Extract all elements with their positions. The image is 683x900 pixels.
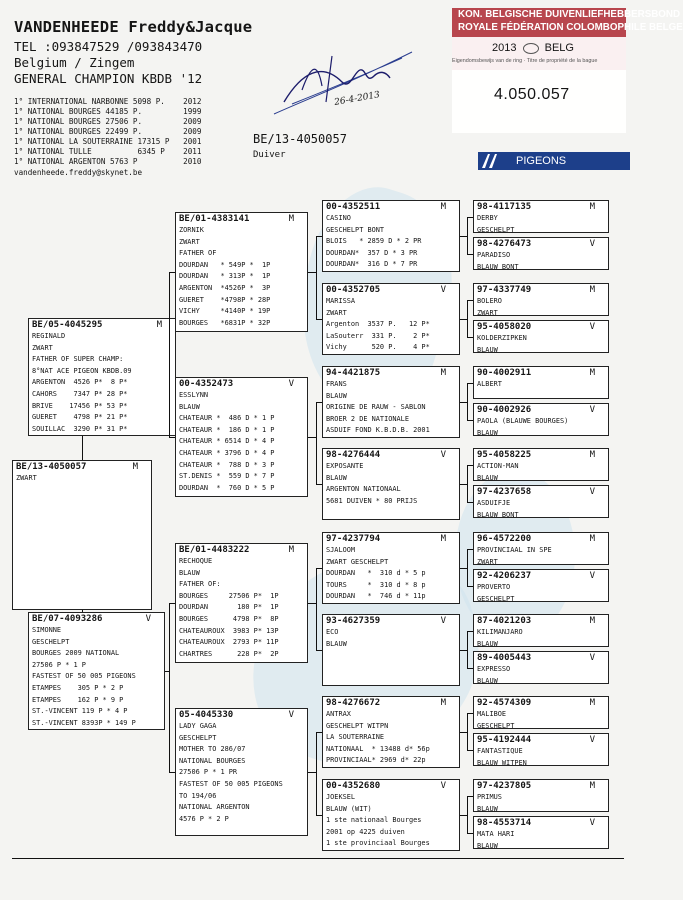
connector-line: [460, 650, 467, 651]
sex-marker: M: [440, 698, 446, 708]
pedigree-box-g14: [473, 733, 609, 766]
sex-marker: V: [589, 735, 595, 745]
connector-line: [467, 750, 473, 751]
pedigree-line: FRANS: [326, 380, 347, 388]
sex-marker: V: [288, 710, 294, 720]
connector-line: [169, 772, 175, 773]
result-line: 1° NATIONAL BOURGES 27506 P. 2009: [14, 117, 202, 126]
ring-number: 94-4421875: [326, 368, 381, 378]
ring-number: 98-4276444: [326, 450, 381, 460]
pedigree-line: LaSouterr 331 P. 2 P*: [326, 331, 430, 340]
pedigree-line: ETAMPES 305 P * 2 P: [32, 683, 124, 692]
pedigree-line: ANTRAX: [326, 710, 351, 718]
connector-line: [467, 465, 468, 502]
connector-line: [460, 815, 467, 816]
pedigree-line: ASDUIF FOND K.B.D.B. 2001: [326, 426, 430, 435]
sex-marker: M: [589, 781, 595, 791]
connector-line: [460, 732, 467, 733]
sex-marker: M: [589, 616, 595, 626]
pedigree-line: DOURDAN * 760 D * 5 P: [179, 483, 275, 492]
pedigree-line: ZWART: [179, 237, 200, 246]
pedigree-box-sdd: [322, 448, 460, 520]
champion-title: GENERAL CHAMPION KBDB '12: [14, 71, 203, 86]
ring-number: 98-4117135: [477, 202, 532, 212]
pedigree-line: CHATEAUR * 3796 D * 4 P: [179, 448, 275, 457]
pedigree-box-dss: [322, 532, 460, 604]
federation-name-fr: ROYALE FÉDÉRATION COLOMBOPHILE BELGE: [458, 22, 683, 33]
connector-line: [460, 568, 467, 569]
pedigree-line: 1 ste nationaal Bourges: [326, 816, 422, 825]
pedigree-line: BLAUW: [477, 473, 498, 482]
pedigree-line: VICHY *4140P * 19P: [179, 307, 271, 316]
pedigree-box-dd: [175, 708, 308, 836]
pedigree-line: ARGENTON NATIONAAL: [326, 485, 401, 494]
pedigree-line: 27506 P * 1 PR: [179, 768, 238, 777]
pedigree-line: FATHER OF:: [179, 580, 221, 589]
federation-name-nl: KON. BELGISCHE DUIVENLIEFHEBBERSBOND: [458, 9, 681, 20]
pedigree-line: SOUILLAC 3290 P* 31 P*: [32, 424, 128, 433]
pedigree-line: BLAUW BONT: [477, 510, 519, 519]
ring-number: 95-4058225: [477, 450, 532, 460]
pedigree-box-g2: [473, 237, 609, 270]
sex-marker: V: [589, 818, 595, 828]
pedigree-line: CHATEAUR * 186 D * 1 P: [179, 425, 275, 434]
pedigree-line: BLAUW: [326, 639, 347, 648]
pedigree-line: GESCHELPT: [179, 733, 217, 742]
pedigree-line: 4576 P * 2 P: [179, 814, 229, 823]
sex-marker: M: [288, 214, 294, 224]
pedigree-box-g7: [473, 448, 609, 481]
pedigree-line: KILIMANJARO: [477, 628, 523, 636]
connector-line: [308, 772, 316, 773]
pedigree-line: ZWART: [477, 308, 498, 317]
pedigree-line: DOURDAN 180 P* 1P: [179, 603, 279, 612]
ring-number: 05-4045330: [179, 710, 234, 720]
pedigree-line: ZORNIK: [179, 226, 204, 234]
connector-line: [316, 402, 317, 484]
connector-line: [467, 383, 473, 384]
pedigree-line: KOLDERZIPKEN: [477, 334, 527, 342]
sex-marker: M: [156, 320, 162, 330]
pedigree-line: SIMONNE: [32, 626, 62, 634]
result-line: 1° NATIONAL BOURGES 22499 P. 2009: [14, 127, 202, 136]
pedigree-line: ARGENTON 4526 P* 8 P*: [32, 378, 128, 387]
pedigree-line: Vichy 520 P. 4 P*: [326, 343, 430, 352]
connector-line: [467, 631, 473, 632]
connector-line: [467, 465, 473, 466]
connector-line: [316, 484, 322, 485]
bird-ring-number: BE/13-4050057: [253, 132, 347, 146]
connector-line: [467, 549, 468, 586]
connector-line: [308, 603, 316, 604]
pedigree-line: ECO: [326, 628, 339, 636]
ring-number: 98-4276473: [477, 239, 532, 249]
pedigree-line: ST.DENIS * 559 D * 7 P: [179, 472, 275, 481]
pedigree-line: BLOIS * 2859 D * 2 PR: [326, 237, 422, 246]
sex-marker: M: [440, 534, 446, 544]
connector-line: [169, 272, 175, 273]
result-line: 1° NATIONAL TULLE 6345 P 2011: [14, 147, 202, 156]
ring-number: 90-4002926: [477, 405, 532, 415]
pedigree-box-dsd: [322, 614, 460, 686]
pedigree-line: GESCHELPT: [477, 721, 515, 730]
pedigree-line: Argenton 3537 P. 12 P*: [326, 320, 430, 329]
pedigree-line: DOURDAN* 357 D * 3 PR: [326, 248, 418, 257]
ring-number: 97-4237805: [477, 781, 532, 791]
pedigree-box-g9: [473, 532, 609, 565]
connector-line: [467, 217, 468, 254]
connector-line: [467, 586, 473, 587]
ring-number: 92-4574309: [477, 698, 532, 708]
pedigree-box-g1: [473, 200, 609, 233]
signature-date: 26-4-2013: [333, 90, 381, 108]
connector-line: [467, 713, 468, 750]
pedigree-line: MATA HARI: [477, 830, 515, 838]
pedigree-box-ssd: [322, 283, 460, 355]
connector-line: [467, 549, 473, 550]
sex-marker: M: [440, 368, 446, 378]
pedigree-box-g16: [473, 816, 609, 849]
ring-note: Eigendomsbewijs van de ring · Titre de propriété de la bague: [452, 58, 598, 64]
pedigree-line: LA SOUTERRAINE: [326, 733, 385, 742]
pedigree-line: TOURS * 310 d * 8 p: [326, 580, 426, 589]
ring-number: BE/13-4050057: [16, 462, 87, 472]
pedigree-box-sd: [175, 377, 308, 497]
sex-marker: M: [589, 450, 595, 460]
pedigree-line: BLAUW: [477, 676, 498, 685]
pedigree-line: CAHORS 7347 P* 28 P*: [32, 389, 128, 398]
ring-country: BELG: [544, 42, 574, 54]
pedigree-box-g10: [473, 569, 609, 602]
connector-line: [169, 437, 175, 438]
result-line: 1° NATIONAL BOURGES 44185 P. 1999: [14, 107, 202, 116]
pedigree-line: FASTEST OF 50 005 PIGEONS: [32, 672, 136, 681]
ring-number: 97-4337749: [477, 285, 532, 295]
connector-line: [316, 319, 322, 320]
pedigree-line: ST.-VINCENT 8393P * 149 P: [32, 718, 136, 727]
crown-icon: [523, 43, 539, 54]
connector-line: [467, 420, 473, 421]
pedigree-box-g11: [473, 614, 609, 647]
connector-line: [467, 502, 473, 503]
ring-number: 89-4005443: [477, 653, 532, 663]
pedigree-line: BLAUW: [326, 391, 347, 400]
pedigree-line: ZWART GESCHELPT: [326, 557, 389, 566]
signature-scribble: [262, 42, 422, 122]
ring-number: 4.050.057: [494, 86, 570, 103]
pedigree-line: DOURDAN * 313P * 1P: [179, 272, 271, 281]
pedigree-line: BLAUW: [477, 841, 498, 850]
ring-number: 97-4237658: [477, 487, 532, 497]
pedigree-box-sds: [322, 366, 460, 438]
pedigree-box-g6: [473, 403, 609, 436]
sex-marker: V: [589, 487, 595, 497]
sex-marker: V: [440, 450, 446, 460]
ring-number: 97-4237794: [326, 534, 381, 544]
pedigree-line: FATHER OF: [179, 249, 217, 258]
pedigree-line: RECHOQUE: [179, 557, 213, 565]
pedigree-line: FATHER OF SUPER CHAMP:: [32, 355, 124, 364]
pedigree-line: CHATEAUR * 6514 D * 4 P: [179, 437, 275, 446]
connector-line: [460, 236, 467, 237]
connector-line: [308, 437, 316, 438]
pedigree-line: ASDUIFJE: [477, 499, 511, 507]
pedigree-line: PROVINCIAAL* 2969 d* 22p: [326, 756, 426, 765]
result-line: 1° NATIONAL LA SOUTERRAINE 17315 P 2001: [14, 137, 202, 146]
pedigree-line: BLAUW: [477, 639, 498, 648]
pedigree-line: BLAUW: [477, 428, 498, 437]
pedigree-line: ZWART: [326, 308, 347, 317]
ring-number: 00-4352705: [326, 285, 381, 295]
connector-line: [169, 603, 175, 604]
ring-number: BE/01-4383141: [179, 214, 250, 224]
pedigree-box-g8: [473, 485, 609, 518]
connector-line: [467, 337, 473, 338]
bird-type: Duiver: [253, 150, 286, 160]
pedigree-line: LADY GAGA: [179, 722, 217, 730]
connector-line: [467, 254, 473, 255]
sex-marker: V: [145, 614, 151, 624]
pedigree-box-sire: [28, 318, 176, 436]
sex-marker: V: [288, 379, 294, 389]
pedigree-box-g15: [473, 779, 609, 812]
ring-number: BE/07-4093286: [32, 614, 103, 624]
connector-line: [467, 217, 473, 218]
ring-number: 95-4192444: [477, 735, 532, 745]
ring-number: 90-4002911: [477, 368, 532, 378]
pedigree-line: ALBERT: [477, 380, 502, 388]
location-line: Belgium / Zingem: [14, 55, 135, 70]
sex-marker: M: [589, 534, 595, 544]
sex-marker: M: [132, 462, 138, 472]
pedigree-line: CHATEAUR * 788 D * 3 P: [179, 460, 275, 469]
pedigree-box-dam: [28, 612, 165, 730]
phone-line: TEL :093847529 /093843470: [14, 39, 203, 54]
connector-line: [467, 300, 468, 337]
sex-marker: M: [589, 368, 595, 378]
pedigree-line: GESCHELPT: [477, 225, 515, 234]
pedigree-line: BROER 2 DE NATIONALE: [326, 414, 409, 423]
pedigree-line: BOURGES 27506 P* 1P: [179, 591, 279, 600]
pedigree-line: CHARTRES 228 P* 2P: [179, 649, 279, 658]
pedigree-line: EXPOSANTE: [326, 462, 364, 470]
sex-marker: V: [589, 405, 595, 415]
pedigree-line: TO 194/06: [179, 791, 217, 800]
ring-number: 00-4352473: [179, 379, 234, 389]
pedigree-line: BRIVE 17456 P* 53 P*: [32, 401, 128, 410]
pedigree-line: ETAMPES 162 P * 9 P: [32, 695, 124, 704]
pedigree-line: DOURDAN * 549P * 1P: [179, 260, 271, 269]
sex-marker: M: [440, 202, 446, 212]
connector-line: [316, 732, 317, 815]
pedigree-line: PAOLA (BLAUWE BOURGES): [477, 417, 569, 425]
pedigree-line: PRIMUS: [477, 793, 502, 801]
result-line: 1° INTERNATIONAL NARBONNE 5098 P. 2012: [14, 97, 202, 106]
pedigree-line: GUERET *4798P * 28P: [179, 295, 271, 304]
pedigree-line: BOURGES 2009 NATIONAL: [32, 649, 120, 658]
connector-line: [467, 300, 473, 301]
pedigree-box-ss: [175, 212, 308, 332]
pedigree-box-g3: [473, 283, 609, 316]
ring-number: BE/05-4045295: [32, 320, 103, 330]
ring-number: 98-4553714: [477, 818, 532, 828]
pedigree-line: REGINALD: [32, 332, 66, 340]
pedigree-line: CHATEAUR * 486 D * 1 P: [179, 414, 275, 423]
connector-line: [82, 436, 83, 460]
pigeons-tab: PIGEONS: [478, 152, 630, 170]
connector-line: [308, 272, 316, 273]
pedigree-line: PROVINCIAAL IN SPE: [477, 546, 552, 554]
pedigree-line: ZWART: [16, 474, 37, 482]
connector-line: [316, 236, 322, 237]
pedigree-box-ds: [175, 543, 308, 663]
connector-line: [169, 272, 170, 437]
pedigree-line: ESSLYNN: [179, 391, 209, 399]
pedigree-line: BLAUW BONT: [477, 262, 519, 271]
pedigree-line: ORIGINE DE RAUW - SABLON: [326, 403, 426, 412]
footer-divider: [12, 858, 624, 859]
pedigree-line: SJALOOM: [326, 546, 356, 554]
sex-marker: M: [589, 285, 595, 295]
pigeon-logo-icon: [478, 150, 508, 172]
pedigree-line: BLAUW (WIT): [326, 804, 372, 813]
pedigree-line: DERBY: [477, 214, 498, 222]
pedigree-line: FASTEST OF 50 005 PIGEONS: [179, 779, 283, 788]
pedigree-line: MARISSA: [326, 297, 356, 305]
connector-line: [316, 650, 322, 651]
pedigree-line: DOURDAN * 310 d * 5 p: [326, 569, 426, 578]
sex-marker: M: [589, 698, 595, 708]
pedigree-line: BLAUW: [326, 473, 347, 482]
connector-line: [467, 383, 468, 420]
connector-line: [316, 402, 322, 403]
pedigree-line: DOURDAN* 316 D * 7 PR: [326, 260, 418, 269]
pedigree-line: GESCHELPT: [32, 637, 70, 646]
pedigree-line: 2001 op 4225 duiven: [326, 827, 405, 836]
connector-line: [316, 568, 317, 650]
connector-line: [316, 815, 322, 816]
connector-line: [316, 236, 317, 319]
connector-line: [467, 833, 473, 834]
pedigree-line: ZWART: [32, 343, 53, 352]
pedigree-line: CASINO: [326, 214, 351, 222]
pedigree-line: GESCHELPT: [477, 594, 515, 603]
connector-line: [82, 610, 83, 612]
pedigree-box-g12: [473, 651, 609, 684]
pedigree-line: ARGENTON *4526P * 3P: [179, 283, 271, 292]
pedigree-line: JOEKSEL: [326, 793, 356, 801]
pedigree-line: BOURGES 4798 P* 8P: [179, 614, 279, 623]
connector-line: [467, 668, 473, 669]
pedigree-line: DOURDAN * 746 d * 11p: [326, 592, 426, 601]
connector-line: [169, 603, 170, 772]
sex-marker: V: [589, 571, 595, 581]
pedigree-line: PARADISO: [477, 251, 511, 259]
pedigree-line: GESCHELPT BONT: [326, 225, 385, 234]
pedigree-line: CHATEAUROUX 2793 P* 11P: [179, 638, 279, 647]
connector-line: [316, 568, 322, 569]
pedigree-line: BLAUW: [179, 402, 200, 411]
pedigree-line: 5681 DUIVEN * 80 PRIJS: [326, 496, 418, 505]
breeder-name: VANDENHEEDE Freddy&Jacque: [14, 18, 253, 36]
email-address: vandenheede.freddy@skynet.be: [14, 168, 143, 177]
connector-line: [467, 713, 473, 714]
ring-number: BE/01-4483222: [179, 545, 250, 555]
sex-marker: M: [288, 545, 294, 555]
connector-line: [460, 484, 467, 485]
sex-marker: V: [440, 285, 446, 295]
pedigree-box-dds: [322, 696, 460, 768]
pedigree-line: CHATEAUROUX 3983 P* 13P: [179, 626, 279, 635]
connector-line: [460, 402, 467, 403]
pedigree-line: BLAUW: [477, 804, 498, 813]
ring-number: 93-4627359: [326, 616, 381, 626]
pedigree-box-subject: [12, 460, 152, 610]
connector-line: [316, 732, 322, 733]
sex-marker: V: [589, 239, 595, 249]
sex-marker: V: [589, 653, 595, 663]
ring-year: 2013 BELG: [492, 42, 574, 54]
pedigree-line: FANTASTIQUE: [477, 747, 523, 755]
pedigree-line: ACTION-MAN: [477, 462, 519, 470]
pedigree-line: ST.-VINCENT 119 P * 4 P: [32, 707, 128, 716]
result-line: 1° NATIONAL ARGENTON 5763 P 2010: [14, 157, 202, 166]
pedigree-line: 1 ste provinciaal Bourges: [326, 839, 430, 848]
connector-line: [467, 796, 473, 797]
ring-number: 96-4572200: [477, 534, 532, 544]
connector-line: [460, 319, 467, 320]
pedigree-line: MALIBOE: [477, 710, 507, 718]
pedigree-line: 8°NAT ACE PIGEON KBDB.09: [32, 366, 132, 375]
pedigree-line: NATIONAL ARGENTON: [179, 803, 250, 812]
pedigree-box-g4: [473, 320, 609, 353]
ring-number: 87-4021203: [477, 616, 532, 626]
sex-marker: M: [589, 202, 595, 212]
pedigree-line: NATIONAL BOURGES: [179, 756, 246, 765]
pedigree-line: BLAUW: [179, 568, 200, 577]
ring-number: 00-4352511: [326, 202, 381, 212]
sex-marker: V: [589, 322, 595, 332]
pedigree-box-sss: [322, 200, 460, 272]
sex-marker: V: [440, 616, 446, 626]
pedigree-line: EXPRESSO: [477, 665, 511, 673]
pedigree-line: NATIONAAL * 13488 d* 56p: [326, 744, 430, 753]
pedigree-line: BOURGES *6831P * 32P: [179, 318, 271, 327]
pedigree-box-ddd: [322, 779, 460, 851]
ring-number: 95-4058020: [477, 322, 532, 332]
pedigree-line: GUERET 4798 P* 21 P*: [32, 413, 128, 422]
pedigree-box-g13: [473, 696, 609, 729]
pedigree-line: MOTHER TO 286/07: [179, 745, 246, 754]
pedigree-line: GESCHELPT WITPN: [326, 721, 389, 730]
pedigree-line: 27506 P * 1 P: [32, 660, 86, 669]
ring-number: 98-4276672: [326, 698, 381, 708]
connector-line: [467, 631, 468, 668]
sex-marker: V: [440, 781, 446, 791]
ring-number: 92-4206237: [477, 571, 532, 581]
pedigree-line: BOLERO: [477, 297, 502, 305]
pedigree-line: BLAUW WITPEN: [477, 758, 527, 767]
connector-line: [467, 796, 468, 833]
ring-number: 00-4352680: [326, 781, 381, 791]
pedigree-line: ZWART: [477, 557, 498, 566]
pedigree-box-g5: [473, 366, 609, 399]
pedigree-line: PROVERTO: [477, 583, 511, 591]
pedigree-line: BLAUW: [477, 345, 498, 354]
